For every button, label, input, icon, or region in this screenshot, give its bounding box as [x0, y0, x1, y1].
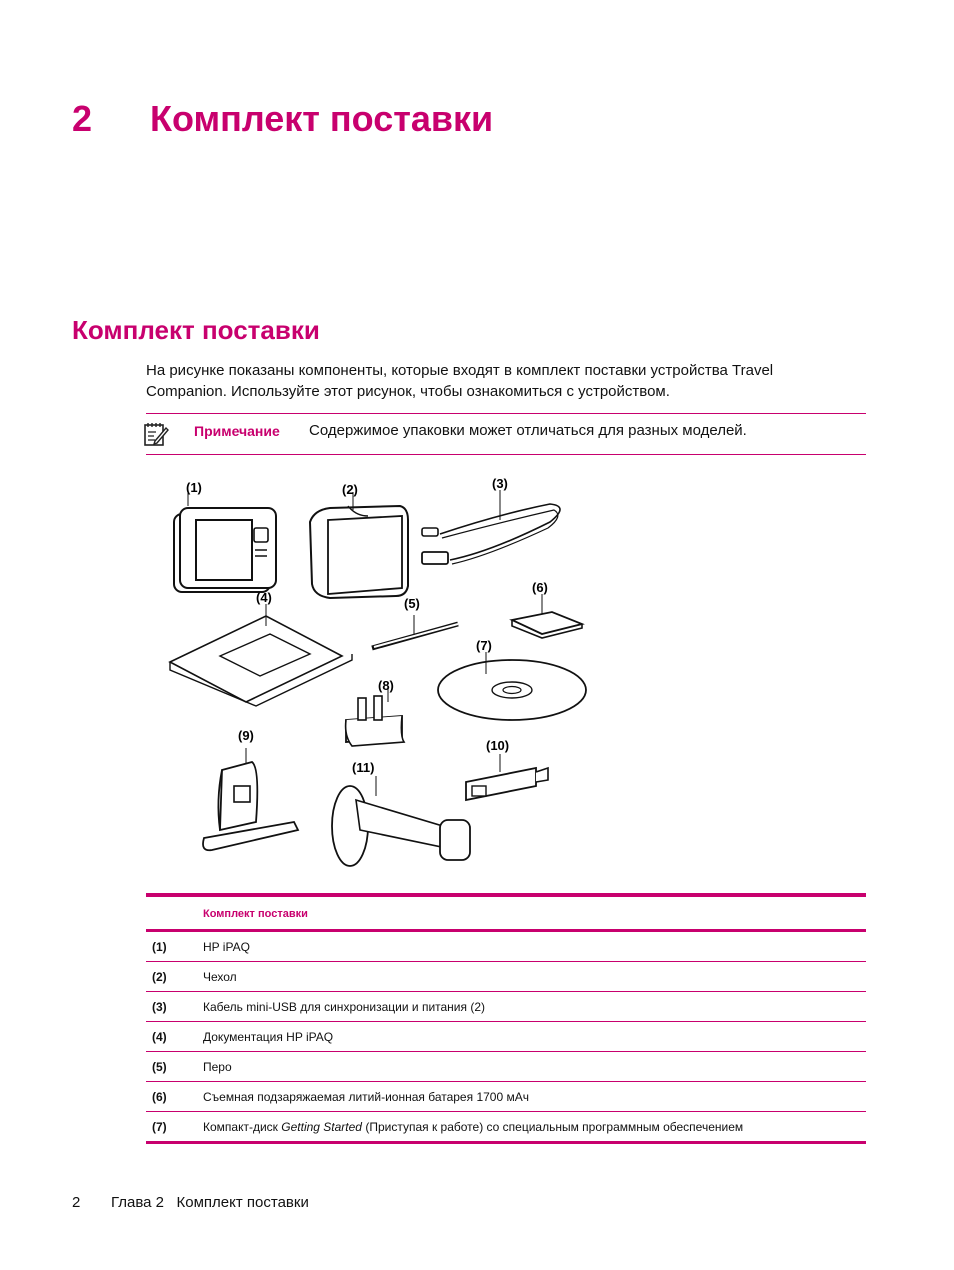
chapter-number: 2	[72, 98, 93, 139]
row-number: (1)	[152, 940, 167, 954]
table-row	[146, 1081, 866, 1111]
table-header-label: Комплект поставки	[203, 908, 308, 920]
row-description: Съемная подзаряжаемая литий-ионная батарея 1700 мАч	[203, 1090, 529, 1104]
row-number: (4)	[152, 1030, 167, 1044]
ipaq-device-drawing	[174, 490, 276, 592]
note-box	[146, 413, 866, 455]
row-description: Документация HP iPAQ	[203, 1030, 334, 1044]
page-number: 2	[72, 1194, 81, 1211]
windshield-mount-drawing	[332, 776, 470, 866]
contents-table	[146, 893, 866, 1144]
ac-charger-drawing	[346, 688, 404, 746]
row-description-suffix: (Приступая к работе) со специальным программным обеспечением	[361, 1120, 744, 1134]
callout-4: (4)	[256, 590, 272, 605]
callout-7: (7)	[476, 638, 492, 653]
footer-chapter-label: Глава 2 Комплект поставки	[111, 1194, 309, 1211]
stylus-drawing	[372, 615, 458, 648]
callout-10: (10)	[486, 738, 510, 753]
row-number: (6)	[152, 1090, 167, 1104]
row-number: (2)	[152, 970, 167, 984]
row-number: (5)	[152, 1060, 167, 1074]
car-charger-drawing	[466, 754, 548, 800]
callout-8: (8)	[378, 678, 394, 693]
case-drawing	[310, 492, 408, 598]
table-row	[146, 1111, 866, 1141]
callout-3: (3)	[492, 476, 508, 491]
chapter-title: Комплект поставки	[150, 98, 494, 139]
table-header	[146, 897, 866, 931]
section-title: Комплект поставки	[72, 315, 320, 345]
row-number: (7)	[152, 1120, 167, 1134]
note-text: Содержимое упаковки может отличаться для разных моделей.	[309, 422, 747, 439]
callout-9: (9)	[238, 728, 254, 743]
note-pad-icon	[142, 420, 170, 448]
package-contents-figure	[160, 470, 600, 880]
row-description: Чехол	[203, 970, 237, 984]
row-number: (3)	[152, 1000, 167, 1014]
cd-drawing	[438, 652, 586, 720]
intro-paragraph: На рисунке показаны компоненты, которые входят в комплект поставки устройства Travel Companion. Используйте этот рисунок, чтобы ознакомиться с устройством.	[146, 362, 774, 400]
callout-1: (1)	[186, 480, 202, 495]
cradle-drawing	[203, 748, 298, 850]
row-description: HP iPAQ	[203, 940, 250, 954]
documentation-drawing	[170, 604, 352, 706]
callout-11: (11)	[352, 760, 375, 775]
table-row	[146, 1021, 866, 1051]
callout-5: (5)	[404, 596, 420, 611]
table-row	[146, 931, 866, 961]
table-row	[146, 1051, 866, 1081]
row-description: Перо	[203, 1060, 232, 1074]
row-description: Кабель mini-USB для синхронизации и питания (2)	[203, 1000, 486, 1014]
table-row	[146, 991, 866, 1021]
row-description	[203, 1120, 743, 1134]
callout-6: (6)	[532, 580, 548, 595]
row-description-prefix: Компакт-диск	[203, 1120, 282, 1134]
row-description-italic: Getting Started	[281, 1120, 362, 1134]
note-label: Примечание	[194, 423, 280, 439]
battery-drawing	[512, 594, 582, 638]
cable-drawing	[422, 490, 560, 564]
table-row	[146, 961, 866, 991]
callout-2: (2)	[342, 482, 358, 497]
